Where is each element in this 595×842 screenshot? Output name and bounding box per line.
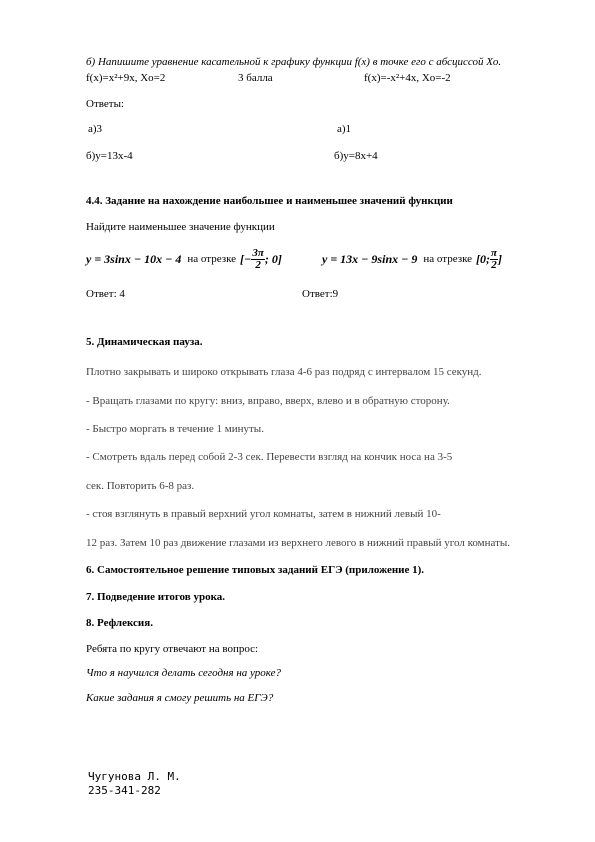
answer-function-1: Ответ: 4 [86, 288, 125, 300]
answer-function-2: Ответ:9 [302, 288, 339, 300]
section-5-title: 5. Динамическая пауза. [86, 336, 203, 348]
interval-2-fraction [490, 248, 498, 271]
interval-2-left: [0; [476, 251, 491, 266]
section-6-title: 6. Самостоятельное решение типовых заданий ЕГЭ (приложение 1). [86, 564, 425, 576]
pause-line-6: - стоя взглянуть в правый верхний угол комнаты, затем в нижний левый 10- [86, 508, 441, 520]
on-segment-label-1: на отрезке [187, 253, 237, 265]
pause-line-4: - Смотреть вдаль перед собой 2-3 сек. Перевести взгляд на кончик носа на 3-5 [86, 451, 453, 463]
variant2-function: f(x)=-x²+4x, Xo=-2 [364, 72, 451, 84]
footer-code: 235-341-282 [88, 784, 161, 797]
pause-line-5: сек. Повторить 6-8 раз. [86, 480, 195, 492]
pause-line-3: - Быстро моргать в течение 1 минуты. [86, 423, 264, 435]
interval-1-right: ; 0] [264, 251, 282, 266]
interval-2-denominator: 2 [491, 258, 497, 271]
function-2-row [322, 244, 502, 274]
footer-author: Чугунова Л. М. [88, 770, 181, 783]
section-7-title: 7. Подведение итогов урока. [86, 591, 226, 603]
interval-2 [476, 248, 502, 271]
function-1-row [86, 244, 282, 274]
on-segment-label-2: на отрезке [423, 253, 473, 265]
interval-2-right: ] [498, 251, 503, 266]
function-1-formula: y = 3sinx − 10x − 4 [86, 251, 182, 266]
interval-1-denominator: 2 [255, 258, 261, 271]
reflection-question-2: Какие задания я смогу решить на ЕГЭ? [86, 692, 274, 704]
variant1-function: f(x)=x²+9x, Xo=2 [86, 72, 166, 84]
interval-1 [240, 248, 282, 271]
answer-a-variant1: а)3 [88, 123, 103, 135]
points-label: 3 балла [238, 72, 273, 84]
section-4-4-prompt: Найдите наименьшее значение функции [86, 221, 275, 233]
function-2-formula: y = 13x − 9sinx − 9 [322, 251, 418, 266]
answer-a-variant2: а)1 [337, 123, 352, 135]
answer-b-variant2: б)y=8x+4 [334, 150, 378, 162]
section-4-4-title: 4.4. Задание на нахождение наибольшее и наименьшее значений функции [86, 195, 453, 207]
section-8-title: 8. Рефлексия. [86, 617, 153, 629]
answers-label: Ответы: [86, 98, 125, 110]
reflection-question-1: Что я научился делать сегодня на уроке? [86, 667, 282, 679]
answer-b-variant1: б)y=13x-4 [86, 150, 133, 162]
interval-1-left: [− [240, 251, 252, 266]
task-b-heading: б) Напишите уравнение касательной к графику функции f(x) в точке его с абсциссой Xo. [86, 56, 502, 68]
interval-2-numerator: π [491, 246, 498, 259]
interval-1-fraction [251, 248, 265, 271]
reflection-intro: Ребята по кругу отвечают на вопрос: [86, 643, 259, 655]
interval-1-numerator: 3π [252, 246, 264, 259]
pause-line-7: 12 раз. Затем 10 раз движение глазами из верхнего левого в нижний правый угол комнаты. [86, 537, 511, 549]
pause-line-1: Плотно закрывать и широко открывать глаза 4-6 раз подряд с интервалом 15 секунд. [86, 366, 482, 378]
pause-line-2: - Вращать глазами по кругу: вниз, вправо, вверх, влево и в обратную сторону. [86, 395, 450, 407]
